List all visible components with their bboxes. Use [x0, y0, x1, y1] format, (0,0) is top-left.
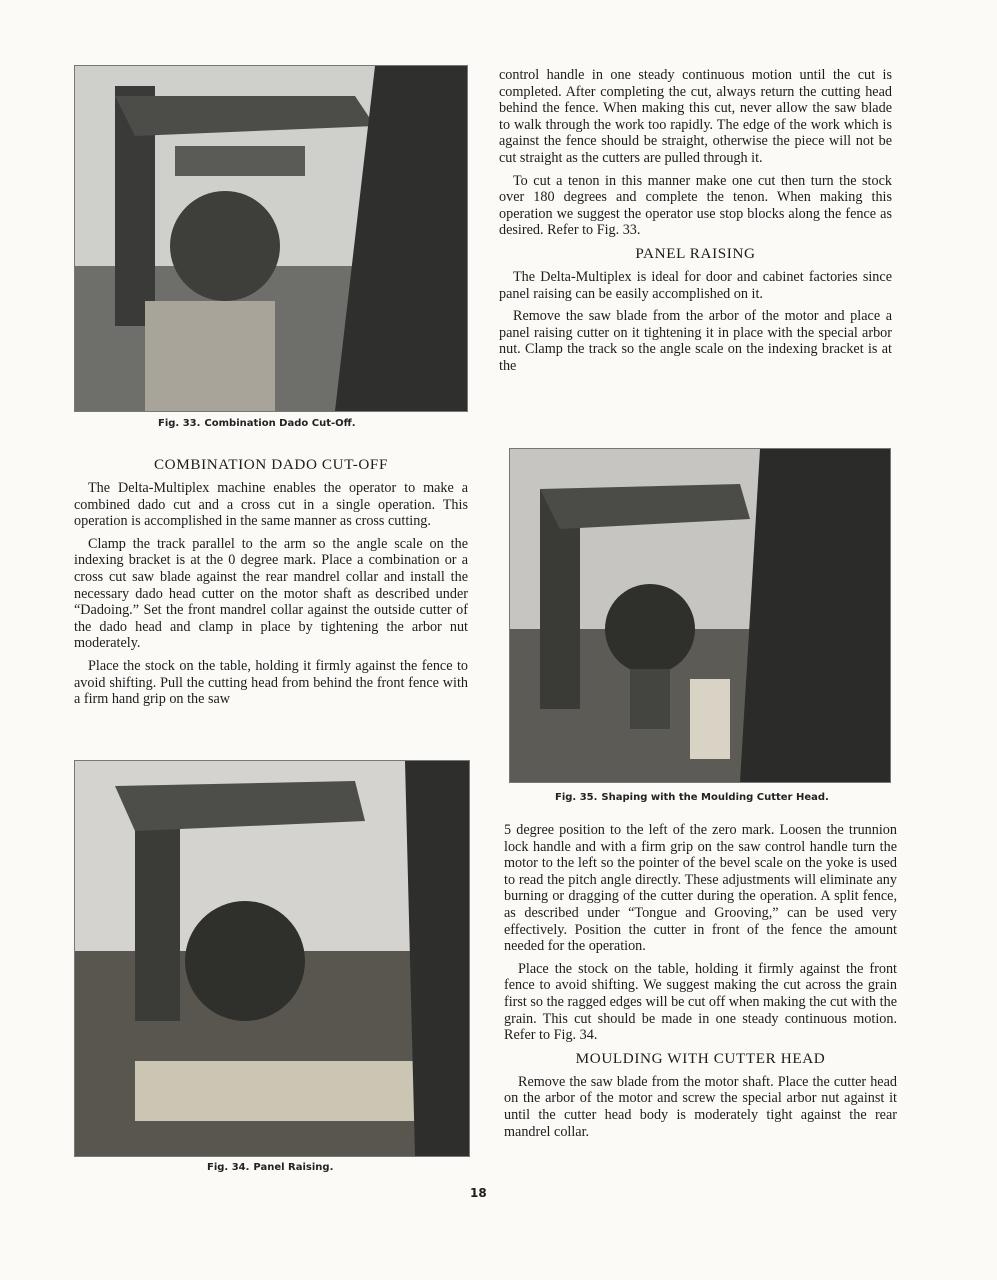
fig33-photo	[74, 65, 468, 412]
fig33-number: Fig. 33.	[158, 418, 201, 429]
fig34-photo	[74, 760, 470, 1157]
paragraph: The Delta-Multiplex is ideal for door and cabinet factories since panel raising can be easily accomplished on it.	[499, 268, 892, 302]
page-number: 18	[470, 1186, 487, 1200]
right-bottom-column	[504, 822, 897, 1146]
right-top-column	[499, 67, 892, 381]
paragraph: To cut a tenon in this manner make one cut then turn the stock over 180 degrees and complete the tenon. When making this operation we suggest the operator use stop blocks along the fence as desired. Refer to Fig. 33.	[499, 172, 892, 239]
fig35-caption	[555, 792, 833, 803]
paragraph: Remove the saw blade from the motor shaft. Place the cutter head on the arbor of the motor and screw the special arbor nut against it until the cutter head body is moderately tight against the rear mandrel collar.	[504, 1073, 897, 1140]
paragraph: control handle in one steady continuous motion until the cut is completed. After completing the cut, always return the cutting head behind the fence. When making this cut, never allow the saw blade to walk through the work too rapidly. The edge of the work which is against the fence should be straight, otherwise the piece will not be cut straight as the cutters are pulled through it.	[499, 67, 892, 166]
fig34-title: Panel Raising.	[253, 1162, 334, 1173]
section-heading-moulding: MOULDING WITH CUTTER HEAD	[575, 1049, 826, 1067]
left-mid-column	[74, 452, 468, 714]
fig34-caption	[207, 1162, 337, 1173]
paragraph: The Delta-Multiplex machine enables the operator to make a combined dado cut and a cross cut in a single operation. This operation is accomplished in the same manner as cross cutting.	[74, 480, 468, 530]
section-heading-panel-raising: PANEL RAISING	[635, 244, 756, 262]
fig35-title: Shaping with the Moulding Cutter Head.	[601, 792, 829, 803]
section-heading-combination-dado: COMBINATION DADO CUT-OFF	[153, 456, 389, 473]
fig35-photo	[509, 448, 891, 783]
paragraph: Place the stock on the table, holding it firmly against the fence to avoid shifting. Pull the cutting head from behind the front fence with a firm hand grip on the saw	[74, 657, 468, 708]
paragraph: Clamp the track parallel to the arm so the angle scale on the indexing bracket is at the 0 degree mark. Place a combination or a cross cut saw blade against the rear mandrel collar and install the necessary dado head cutter on the motor shaft as described under “Dadoing.” Set the front mandrel collar against the outside cutter of the dado head and clamp in place by tightening the arbor nut moderately.	[74, 535, 468, 652]
fig33-caption	[158, 418, 360, 429]
paragraph: 5 degree position to the left of the zero mark. Loosen the trunnion lock handle and with a firm grip on the saw control handle turn the motor to the left so the pointer of the bevel scale on the yoke is used to read the pitch angle directly. These adjustments will eliminate any burning or dragging of the cutter during the operation. A split fence, as described under “Tongue and Grooving,” can be used very effectively. Position the cutter in front of the fence the amount needed for the operation.	[504, 822, 897, 955]
paragraph: Place the stock on the table, holding it firmly against the front fence to avoid shifting. We suggest making the cut across the grain first so the ragged edges will be cut off when making the cut with the grain. This cut should be made in one steady continuous motion. Refer to Fig. 34.	[504, 960, 897, 1044]
fig33-title: Combination Dado Cut-Off.	[204, 418, 356, 429]
paragraph: Remove the saw blade from the arbor of the motor and place a panel raising cutter on it tightening it in place with the special arbor nut. Clamp the track so the angle scale on the indexing bracket is at the	[499, 308, 892, 374]
fig34-number: Fig. 34.	[207, 1162, 250, 1173]
fig35-number: Fig. 35.	[555, 792, 598, 803]
